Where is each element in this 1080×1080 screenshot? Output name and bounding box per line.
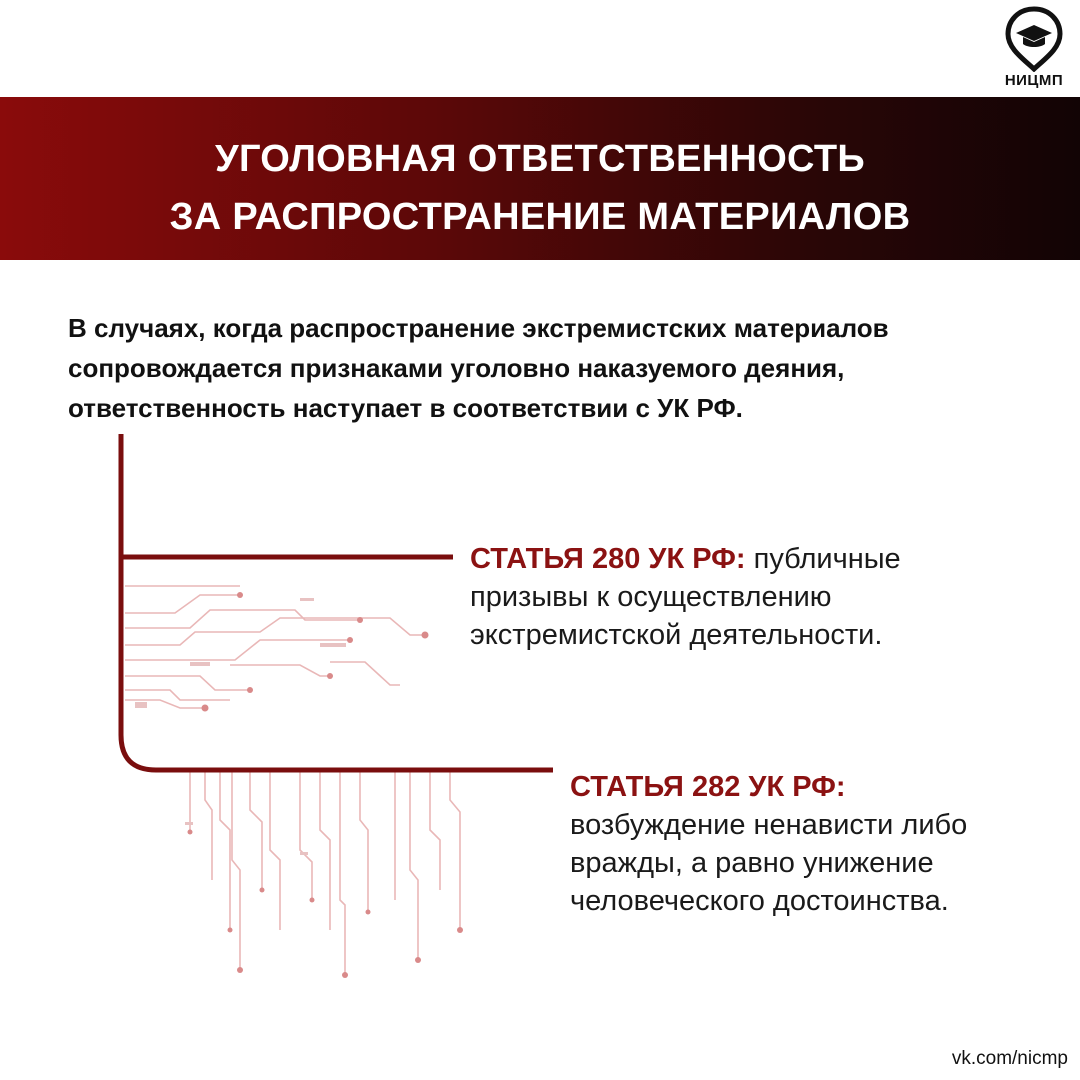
- page-title-line-1: УГОЛОВНАЯ ОТВЕТСТВЕННОСТЬ: [215, 138, 865, 180]
- article-282-line-1: [570, 768, 967, 806]
- article-280-line-1: [470, 540, 901, 578]
- footer-link[interactable]: vk.com/nicmp: [951, 1048, 1068, 1069]
- circuit-traces: [125, 586, 460, 975]
- article-280-label: СТАТЬЯ 280 УК РФ:: [470, 543, 746, 575]
- intro-line-3: ответственность наступает в соответствии с УК РФ.: [68, 393, 743, 423]
- article-282-label: СТАТЬЯ 282 УК РФ:: [570, 771, 846, 803]
- article-280-line-2: призывы к осуществлению: [470, 581, 832, 613]
- intro-line-1: В случаях, когда распространение экстремистских материалов: [68, 313, 889, 343]
- article-282: [570, 768, 967, 920]
- article-282-line-4: человеческого достоинства.: [570, 885, 949, 917]
- circuit-nodes: [188, 592, 464, 978]
- article-280-line-1-rest: публичные: [745, 543, 901, 575]
- article-282-line-3: вражды, а равно унижение: [570, 847, 934, 879]
- logo-text: НИЦМП: [1004, 72, 1064, 89]
- circuit-pads: [135, 598, 346, 855]
- page-title-line-2: ЗА РАСПРОСТРАНЕНИЕ МАТЕРИАЛОВ: [169, 196, 911, 238]
- article-280-line-3: экстремистской деятельности.: [470, 619, 883, 651]
- article-280: [470, 540, 901, 654]
- article-282-line-2: возбуждение ненависти либо: [570, 809, 968, 841]
- intro-line-2: сопровождается признаками уголовно наказуемого деяния,: [68, 353, 845, 383]
